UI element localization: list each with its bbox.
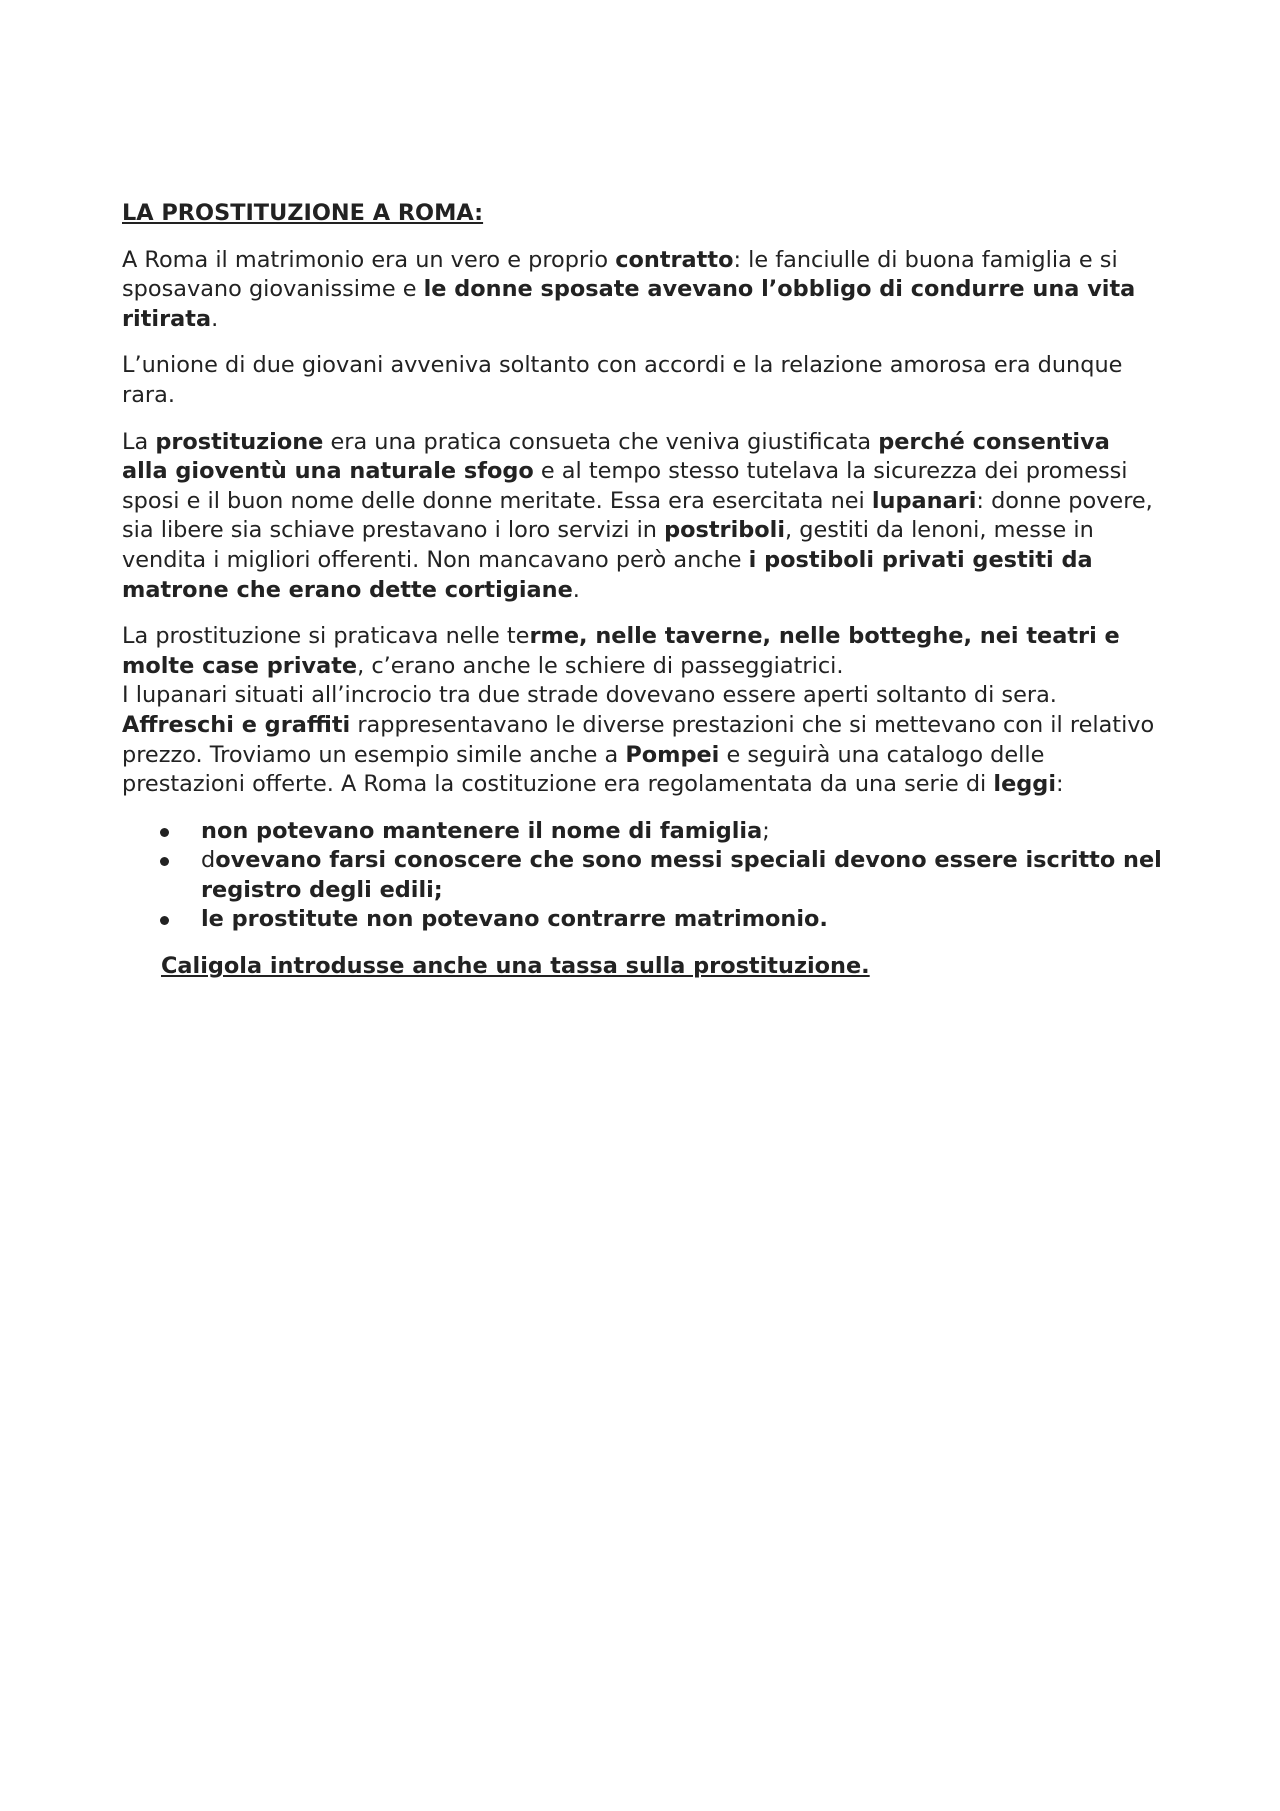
- page-title: LA PROSTITUZIONE A ROMA:: [122, 200, 484, 226]
- bullet-icon: [160, 857, 169, 866]
- paragraph-prostitution: La prostituzione era una pratica consueta che veniva giustificata perché consentiva alla gioventù una naturale sfogo e al tempo stesso tutelava la sicurezza dei promessi sposi e il buon nome delle donne meritate. Essa era esercitata nei lupanari: donne povere, sia libere sia schiave prestavano i loro servizi in postriboli, gestiti da lenoni, messe in vendita i migliori offerenti. Non mancavano però anche i postiboli privati gestiti da matrone che erano dette cortigiane.: [122, 428, 1153, 603]
- paragraph-marriage: A Roma il matrimonio era un vero e proprio contratto: le fanciulle di buona famiglia e si sposavano giovanissime e le donne sposate avevano l’obbligo di condurre una vita ritirata.: [122, 246, 1136, 332]
- bullet-icon: [160, 916, 169, 925]
- list-item: le prostitute non potevano contrarre matrimonio.: [201, 905, 1162, 935]
- document-body: [122, 199, 1162, 982]
- bullet-icon: [160, 828, 169, 837]
- list-item: dovevano farsi conoscere che sono messi speciali devono essere iscritto nel registro degli edili;: [201, 846, 1162, 905]
- laws-list: [122, 817, 1162, 935]
- closing-note: Caligola introdusse anche una tassa sulla prostituzione.: [161, 953, 870, 980]
- list-item: non potevano mantenere il nome di famiglia;: [201, 817, 1162, 847]
- paragraph-frescoes: Affreschi e graffiti rappresentavano le diverse prestazioni che si mettevano con il relativo prezzo. Troviamo un esempio simile anche a Pompei e seguirà una catalogo delle prestazioni offerte. A Roma la costituzione era regolamentata da una serie di leggi:: [122, 711, 1155, 798]
- paragraph-lupanari: I lupanari situati all’incrocio tra due strade dovevano essere aperti soltanto di sera.: [122, 682, 1057, 709]
- paragraph-union: L’unione di due giovani avveniva soltanto con accordi e la relazione amorosa era dunque rara.: [122, 352, 1123, 408]
- paragraph-places: La prostituzione si praticava nelle terme, nelle taverne, nelle botteghe, nei teatri e molte case private, c’erano anche le schiere di passeggiatrici.: [122, 623, 1120, 679]
